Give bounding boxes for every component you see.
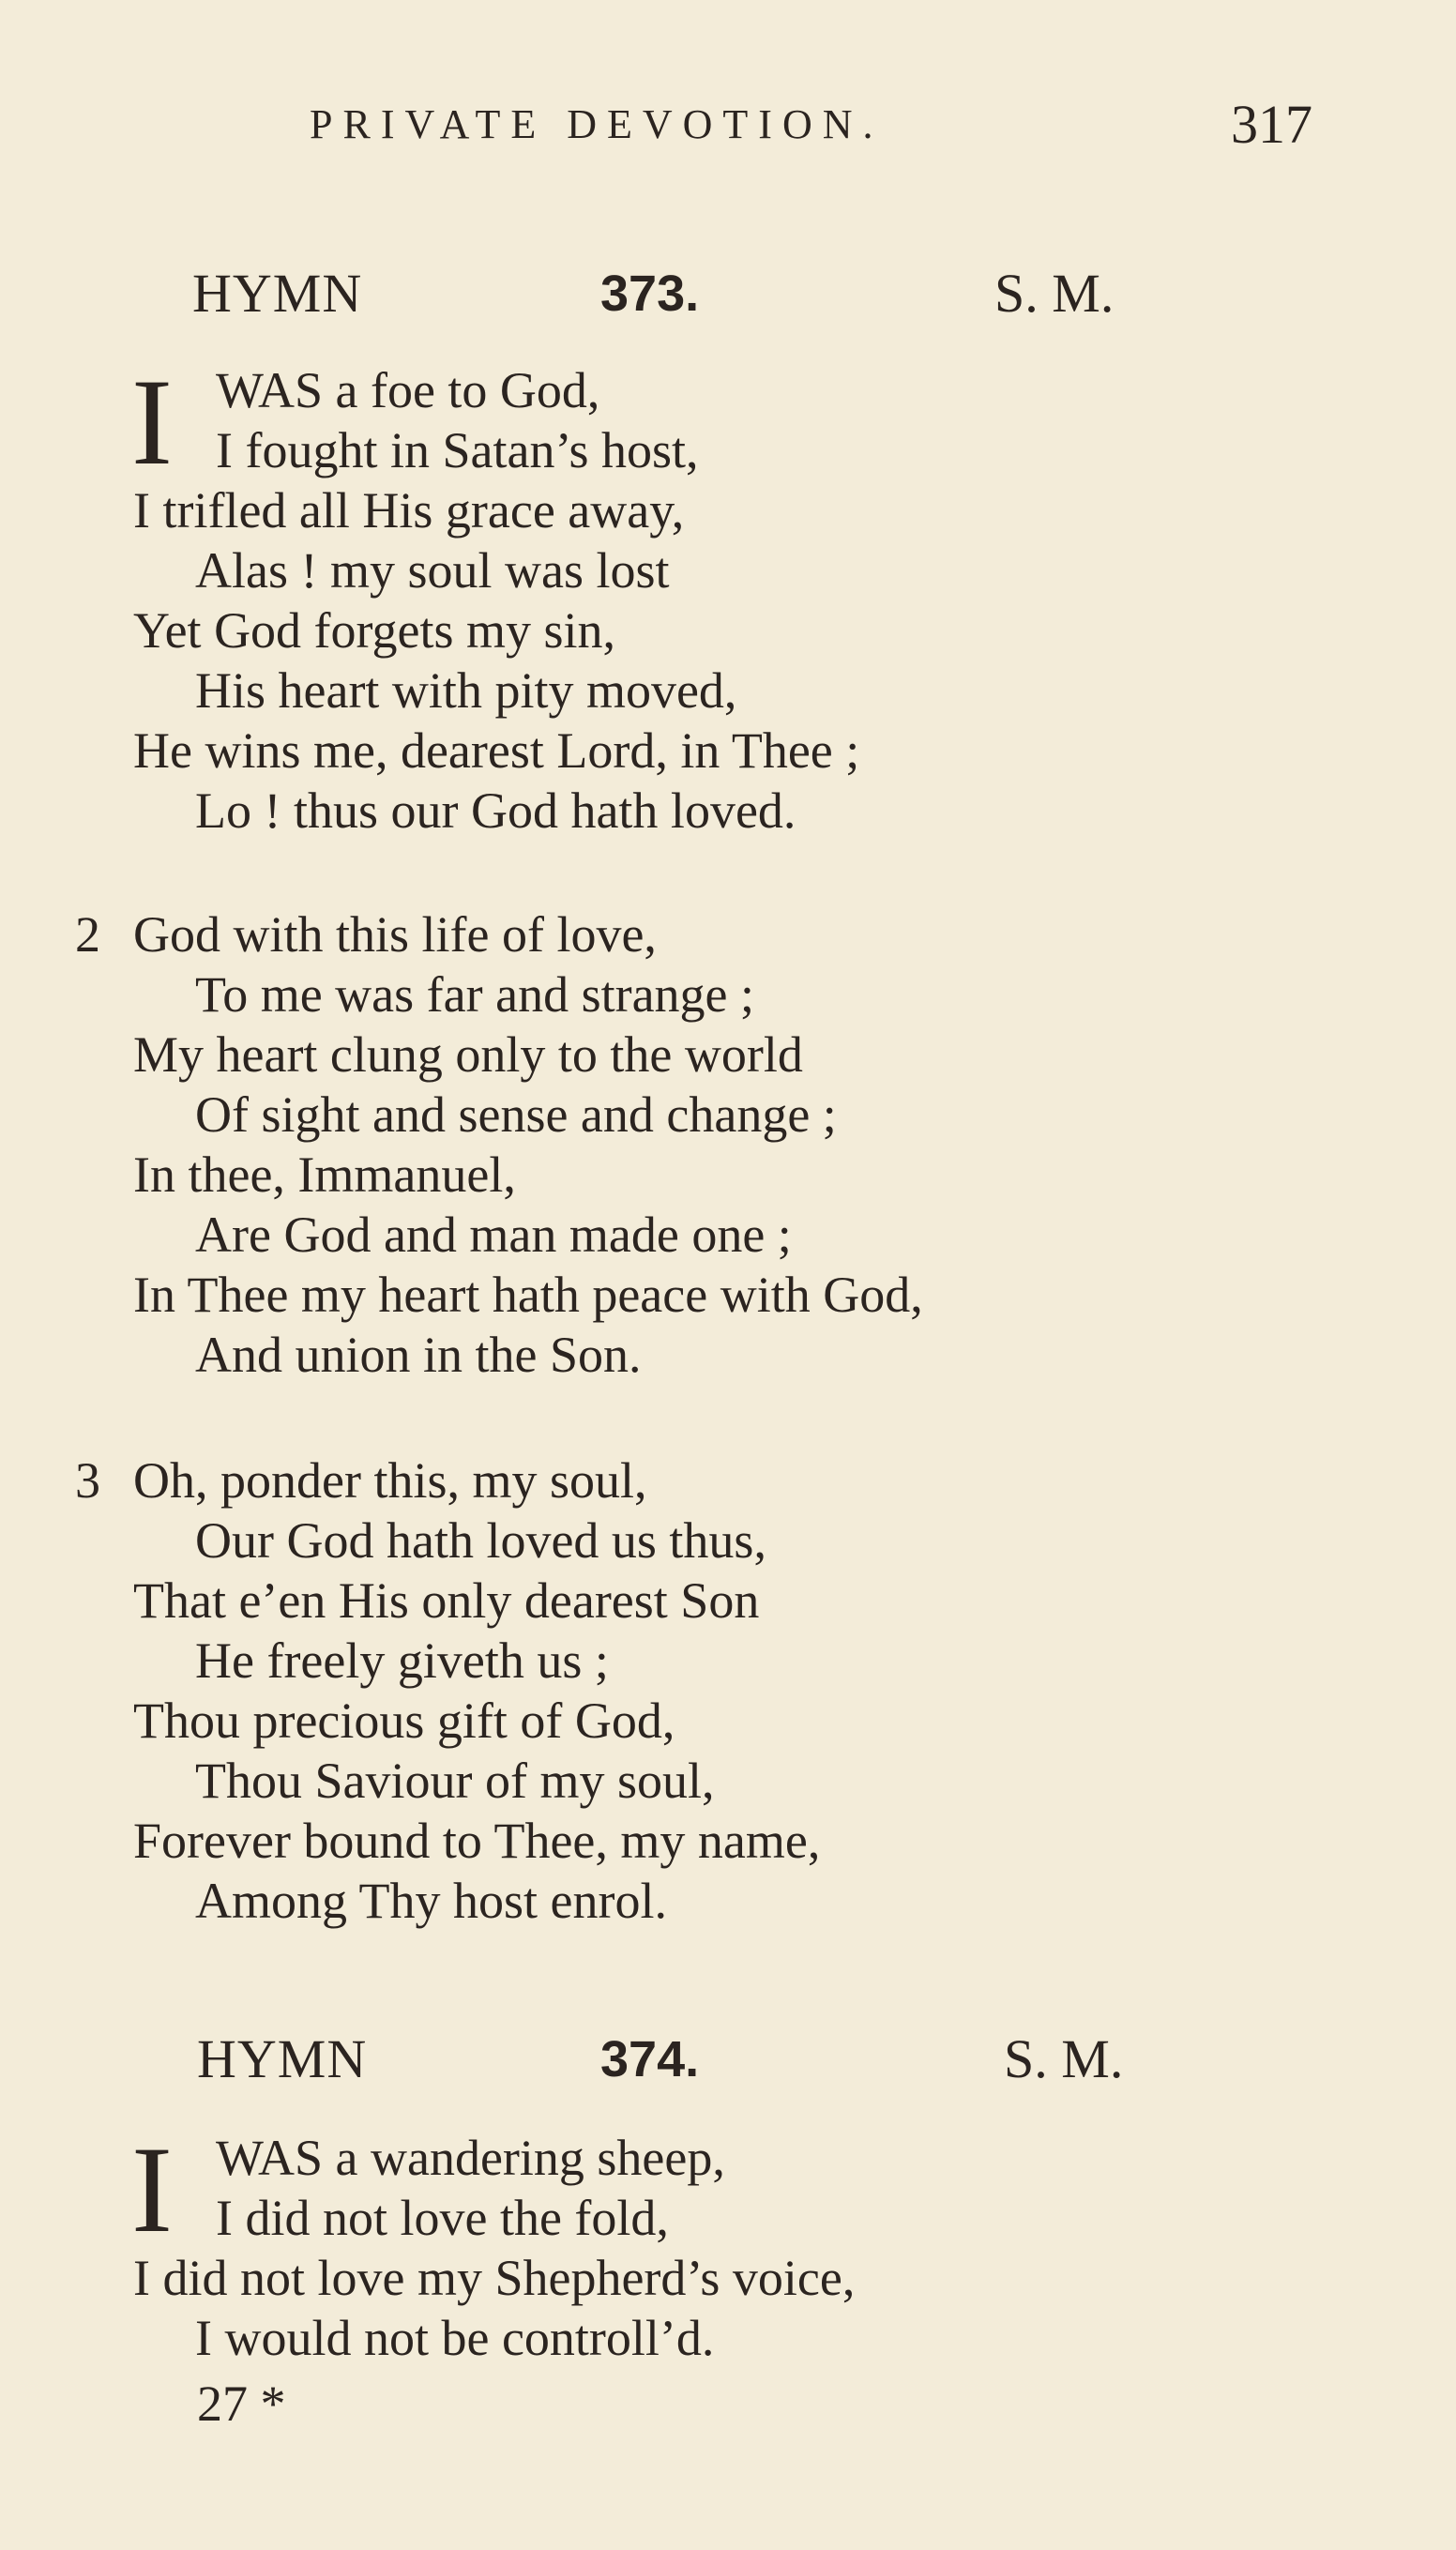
verse-line: Among Thy host enrol.: [195, 1873, 667, 1929]
verse-line: He freely giveth us ;: [195, 1632, 609, 1689]
verse-line: In Thee my heart hath peace with God,: [133, 1267, 923, 1323]
hymn-label: HYMN: [192, 263, 363, 324]
verse-line: Of sight and sense and change ;: [195, 1086, 837, 1143]
verse-line: I did not love the fold,: [216, 2190, 669, 2246]
verse-line: Thou Saviour of my soul,: [195, 1753, 715, 1809]
verse-line: I did not love my Shepherd’s voice,: [133, 2250, 856, 2306]
verse-line: I would not be controll’d.: [195, 2310, 715, 2366]
verse-line: Alas ! my soul was lost: [195, 542, 670, 599]
hymn-heading: [0, 2026, 1456, 2092]
hymn-meter: S. M.: [1004, 2028, 1124, 2089]
drop-cap: I: [131, 2120, 173, 2258]
drop-cap: I: [131, 353, 173, 491]
verse-line: Lo ! thus our God hath loved.: [195, 782, 796, 839]
verse-line: In thee, Immanuel,: [133, 1146, 516, 1203]
verse-line: God with this life of love,: [133, 906, 657, 963]
verse-line: Thou precious gift of God,: [133, 1692, 675, 1749]
hymn-label: HYMN: [197, 2028, 368, 2089]
verse-line: Oh, ponder this, my soul,: [133, 1452, 647, 1509]
verse-line: Forever bound to Thee, my name,: [133, 1813, 821, 1869]
verse-line: WAS a foe to God,: [216, 362, 600, 418]
verse-line: WAS a wandering sheep,: [216, 2130, 725, 2186]
stanza-number: 3: [75, 1452, 100, 1509]
running-head: [0, 92, 1456, 158]
verse-line: His heart with pity moved,: [195, 662, 737, 719]
signature-mark: 27 *: [197, 2375, 286, 2432]
verse-line: Are God and man made one ;: [195, 1207, 792, 1263]
verse-line: My heart clung only to the world: [133, 1026, 803, 1083]
verse-line: And union in the Son.: [195, 1327, 642, 1383]
verse-line: Yet God forgets my sin,: [133, 602, 616, 659]
hymn-number: 373.: [600, 266, 700, 322]
verse-line: To me was far and strange ;: [195, 966, 755, 1023]
stanza-number: 2: [75, 906, 100, 963]
running-title: PRIVATE DEVOTION.: [310, 101, 884, 147]
hymn-meter: S. M.: [994, 263, 1115, 324]
verse-line: I trifled all His grace away,: [133, 482, 685, 539]
page-number: 317: [1231, 94, 1312, 155]
verse-line: He wins me, dearest Lord, in Thee ;: [133, 722, 860, 779]
verse-line: I fought in Satan’s host,: [216, 422, 699, 478]
verse-line: Our God hath loved us thus,: [195, 1512, 766, 1569]
verse-line: That e’en His only dearest Son: [133, 1572, 760, 1629]
hymn-number: 374.: [600, 2031, 700, 2087]
hymn-heading: [0, 261, 1456, 326]
